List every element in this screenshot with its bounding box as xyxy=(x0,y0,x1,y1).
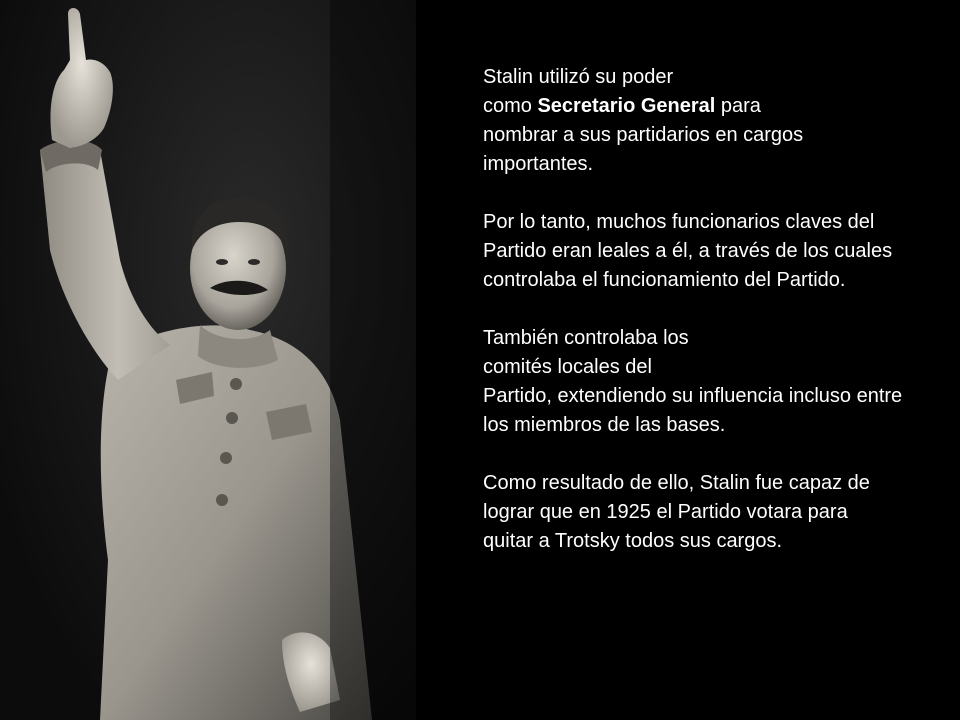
p3-line-1: También controlaba los xyxy=(483,327,689,349)
p3-rest: Partido, extendiendo su influencia incluso entre los miembros de las bases. xyxy=(483,385,903,436)
p1-rest: nombrar a sus partidarios en cargos importantes. xyxy=(483,124,804,175)
paragraph-2: Por lo tanto, muchos funcionarios claves del Partido eran leales a él, a través de los cuales controlaba el funcionamiento del Partido. xyxy=(483,211,893,291)
p1-line-1: Stalin utilizó su poder xyxy=(483,66,674,88)
paragraph-3 xyxy=(483,324,903,440)
slide-text xyxy=(483,63,903,556)
p1-line-2-suffix: para xyxy=(715,95,761,117)
p1-bold-term: Secretario General xyxy=(537,95,716,117)
portrait-illustration xyxy=(0,0,416,720)
p1-line-2-prefix: como xyxy=(483,95,538,117)
paragraph-1 xyxy=(483,63,903,179)
p3-line-2: comités locales del xyxy=(483,356,652,378)
paragraph-4: Como resultado de ello, Stalin fue capaz de lograr que en 1925 el Partido votara para quitar a Trotsky todos sus cargos. xyxy=(483,472,870,552)
portrait-photo xyxy=(0,0,416,720)
